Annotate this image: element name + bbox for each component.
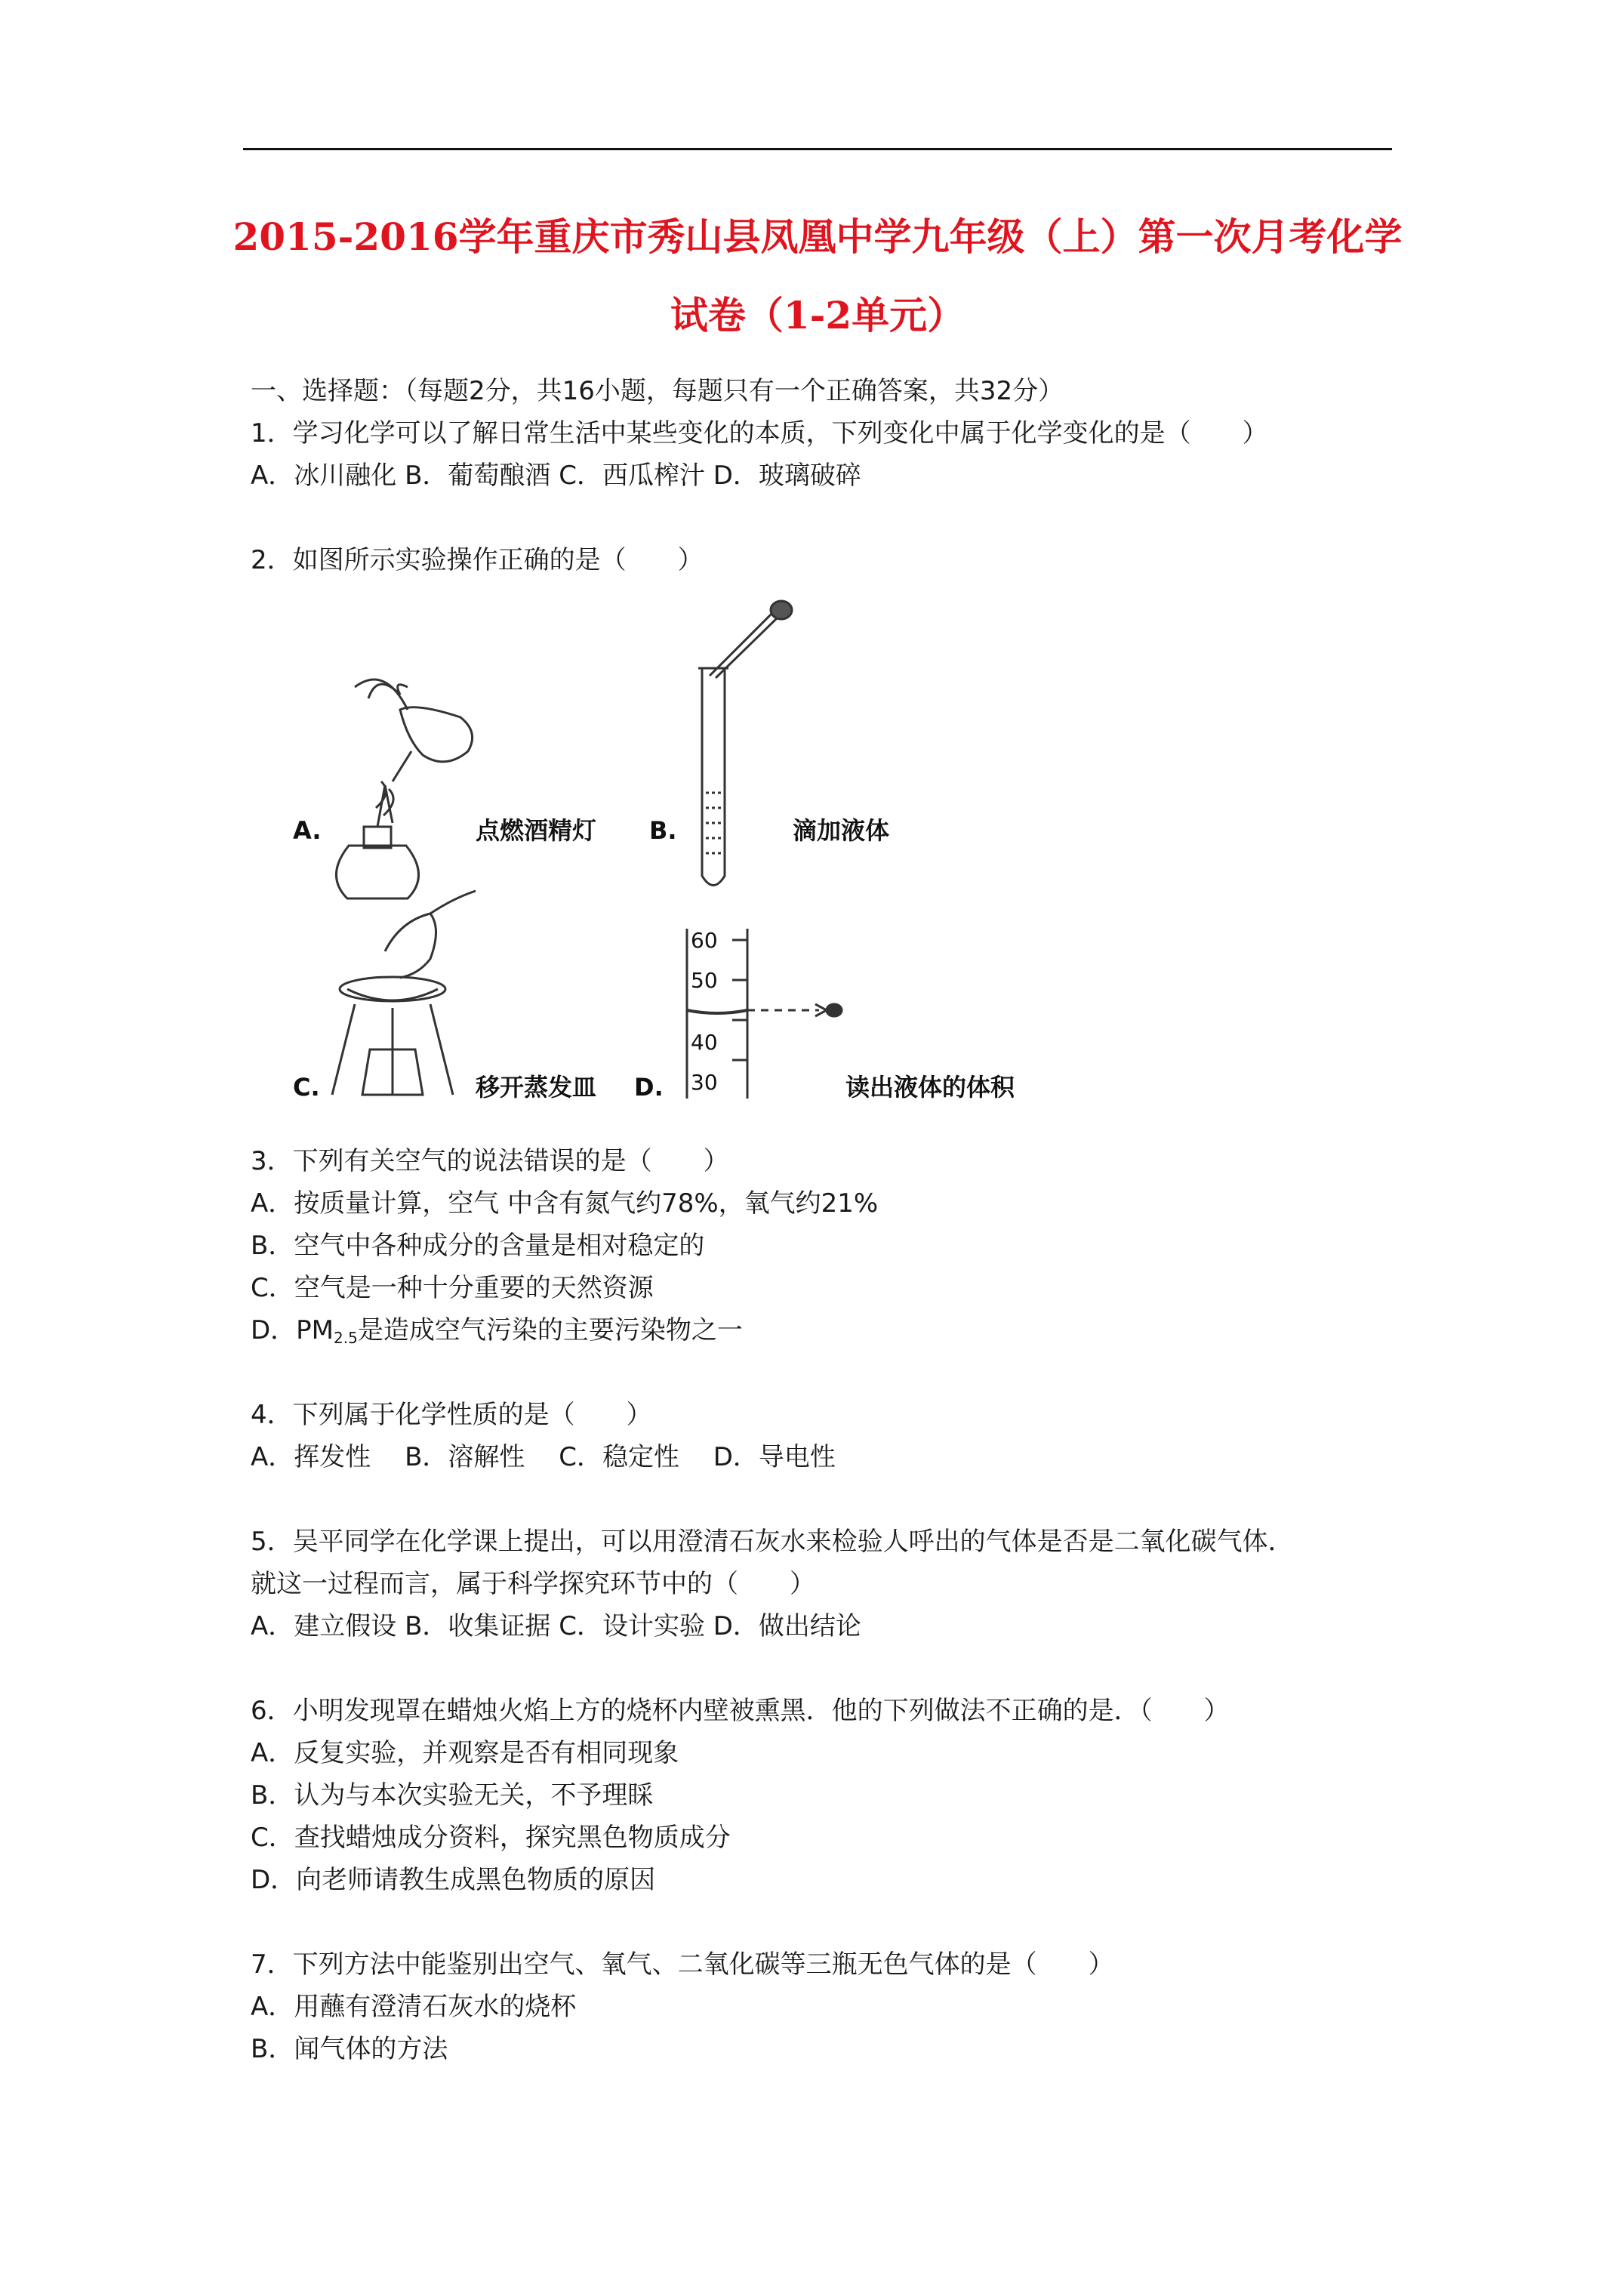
q6-option-b: B．认为与本次实验无关，不予理睬	[251, 1780, 654, 1811]
q2-figure	[279, 596, 1072, 1117]
alcohol-lamp-illustration	[336, 680, 472, 898]
q3-option-d-suffix: 是造成空气污染的主要污染物之一	[357, 1315, 743, 1345]
q6-option-d: D．向老师请教生成黑色物质的原因	[251, 1865, 656, 1895]
q2-option-b-label: 滴加液体	[793, 816, 890, 845]
exam-title-line-1: 2015-2016学年重庆市秀山县凤凰中学九年级（上）第一次月考化学	[233, 214, 1403, 259]
q5-stem-line-2: 就这一过程而言，属于科学探究环节中的（ ）	[251, 1569, 815, 1599]
cylinder-tick-50: 50	[691, 968, 718, 993]
q4-stem: 4．下列属于化学性质的是（ ）	[251, 1400, 652, 1430]
q3-option-d	[251, 1314, 743, 1354]
q4-options: A．挥发性 B．溶解性 C．稳定性 D．导电性	[251, 1442, 836, 1472]
q3-stem: 3．下列有关空气的说法错误的是（ ）	[251, 1146, 729, 1176]
q2-option-a-letter: A.	[293, 816, 322, 845]
q7-option-b: B．闻气体的方法	[251, 2034, 448, 2064]
q1-options: A．冰川融化 B．葡萄酿酒 C．西瓜榨汁 D．玻璃破碎	[251, 461, 861, 491]
q3-option-a: A．按质量计算，空气 中含有氮气约78%，氧气约21%	[251, 1188, 879, 1219]
q2-option-c-letter: C.	[293, 1073, 320, 1102]
q1-stem: 1．学习化学可以了解日常生活中某些变化的本质，下列变化中属于化学变化的是（ ）	[251, 418, 1268, 448]
q7-option-a: A．用蘸有澄清石灰水的烧杯	[251, 1992, 577, 2022]
q2-option-a-label: 点燃酒精灯	[476, 816, 597, 845]
q3-option-d-prefix: D．PM	[251, 1315, 334, 1345]
q7-stem: 7．下列方法中能鉴别出空气、氧气、二氧化碳等三瓶无色气体的是（ ）	[251, 1949, 1114, 1980]
exam-title-line-2: 试卷（1-2单元）	[670, 293, 965, 337]
evaporating-dish-illustration	[332, 891, 476, 1095]
header-rule	[243, 148, 1392, 150]
cylinder-tick-30: 30	[691, 1070, 718, 1095]
q2-figure-drawings	[279, 596, 1072, 1117]
q6-stem: 6．小明发现罩在蜡烛火焰上方的烧杯内壁被熏黑．他的下列做法不正确的是．（ ）	[251, 1696, 1230, 1726]
q3-option-c: C．空气是一种十分重要的天然资源	[251, 1273, 654, 1303]
q2-option-d-letter: D.	[634, 1073, 664, 1102]
q2-stem: 2．如图所示实验操作正确的是（ ）	[251, 545, 704, 575]
cylinder-tick-60: 60	[691, 928, 718, 953]
cylinder-tick-40: 40	[691, 1030, 718, 1055]
q5-stem-line-1: 5．吴平同学在化学课上提出，可以用澄清石灰水来检验人呼出的气体是否是二氧化碳气体．	[251, 1527, 1294, 1557]
q2-option-d-label: 读出液体的体积	[845, 1073, 1015, 1102]
q6-option-a: A．反复实验，并观察是否有相同现象	[251, 1738, 679, 1768]
q3-option-b: B．空气中各种成分的含量是相对稳定的	[251, 1231, 705, 1261]
q2-option-b-letter: B.	[649, 816, 677, 845]
test-tube-dropper-illustration	[698, 601, 792, 886]
q6-option-c: C．查找蜡烛成分资料，探究黑色物质成分	[251, 1823, 731, 1853]
section-heading: 一、选择题：（每题2分，共16小题，每题只有一个正确答案，共32分）	[251, 376, 1064, 406]
q5-options: A．建立假设 B．收集证据 C．设计实验 D．做出结论	[251, 1611, 861, 1641]
q2-option-c-label: 移开蒸发皿	[476, 1073, 597, 1102]
q3-option-d-subscript: 2.5	[334, 1329, 358, 1347]
